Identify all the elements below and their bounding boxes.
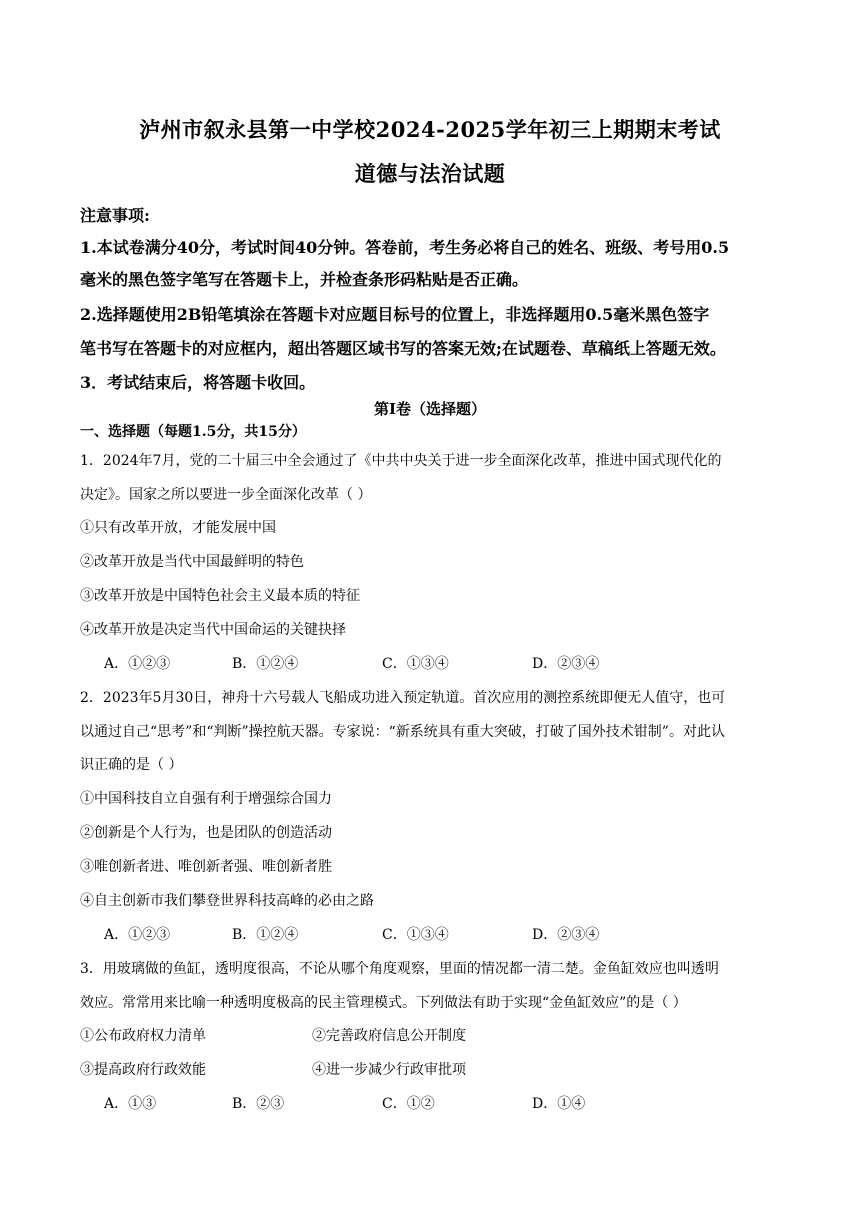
part-title: 一、选择题（每题1.5分，共15分） [80,424,306,440]
q3-option-b: B．②③ [232,1096,285,1112]
q3-option-d: D．①④ [532,1096,586,1112]
q2-statement-4: ④自主创新市我们攀登世界科技高峰的必由之路 [80,893,374,909]
q1-stem-line-1: 1．2024年7月，党的二十届三中全会通过了《中共中央关于进一步全面深化改革，推进中国式现代化的 [80,453,722,469]
q2-option-a: A．①②③ [104,927,171,943]
q2-stem-line-2: 以通过自己“思考”和“判断”操控航天器。专家说：“新系统具有重大突破，打破了国外技术钳制”。对此认 [80,724,725,740]
q1-stem-line-2: 决定》。国家之所以要进一步全面深化改革（ ） [80,487,372,503]
q3-statement-1: ①公布政府权力清单 [80,1028,206,1044]
q2-stem-line-3: 识正确的是（ ） [80,757,183,773]
section-title: 第Ⅰ卷（选择题） [373,400,487,418]
q2-statement-3: ③唯创新者进、唯创新者强、唯创新者胜 [80,859,332,875]
notice-item-1-line-1: 1.本试卷满分40分，考试时间40分钟。答卷前，考生务必将自己的姓名、班级、考号用0.5 [80,238,730,257]
q2-option-c: C．①③④ [382,927,449,943]
q2-option-b: B．①②④ [232,927,299,943]
q2-statement-2: ②创新是个人行为，也是团队的创造活动 [80,825,332,841]
q1-option-b: B．①②④ [232,656,299,672]
q3-statement-3: ③提高政府行政效能 [80,1062,206,1078]
notice-heading: 注意事项: [80,206,150,225]
q3-option-c: C．①② [382,1096,435,1112]
q2-stem-line-1: 2．2023年5月30日，神舟十六号载人飞船成功进入预定轨道。首次应用的测控系统即便无人值守，也可 [80,690,726,706]
exam-subject-title: 道德与法治试题 [354,161,506,186]
q1-statement-4: ④改革开放是决定当代中国命运的关键抉择 [80,622,346,638]
notice-item-2-line-1: 2.选择题使用2B铅笔填涂在答题卡对应题目标号的位置上，非选择题用0.5毫米黑色签字 [80,305,710,324]
q3-statement-2: ②完善政府信息公开制度 [312,1028,466,1044]
q1-statement-2: ②改革开放是当代中国最鲜明的特色 [80,554,304,570]
q3-stem-line-1: 3．用玻璃做的鱼缸，透明度很高，不论从哪个角度观察，里面的情况都一清二楚。金鱼缸效应也叫透明 [80,961,719,977]
q1-statement-1: ①只有改革开放，才能发展中国 [80,520,276,536]
q2-option-d: D．②③④ [532,927,600,943]
q1-option-d: D．②③④ [532,656,600,672]
q3-option-a: A．①③ [104,1096,157,1112]
q3-statement-4: ④进一步减少行政审批项 [312,1062,466,1078]
q3-stem-line-2: 效应。常常用来比喻一种透明度极高的民主管理模式。下列做法有助于实现“金鱼缸效应”的是（ ） [80,995,687,1011]
q1-option-a: A．①②③ [104,656,171,672]
notice-item-3: 3．考试结束后，将答题卡收回。 [80,373,316,392]
q1-statement-3: ③改革开放是中国特色社会主义最本质的特征 [80,588,360,604]
exam-title: 泸州市叙永县第一中学校2024-2025学年初三上期期末考试 [139,117,721,142]
q1-option-c: C．①③④ [382,656,449,672]
notice-item-1-line-2: 毫米的黑色签字笔写在答题卡上，并检查条形码粘贴是否正确。 [80,270,529,289]
notice-item-2-line-2: 笔书写在答题卡的对应框内，超出答题区域书写的答案无效;在试题卷、草稿纸上答题无效。 [80,339,726,358]
q2-statement-1: ①中国科技自立自强有利于增强综合国力 [80,791,332,807]
